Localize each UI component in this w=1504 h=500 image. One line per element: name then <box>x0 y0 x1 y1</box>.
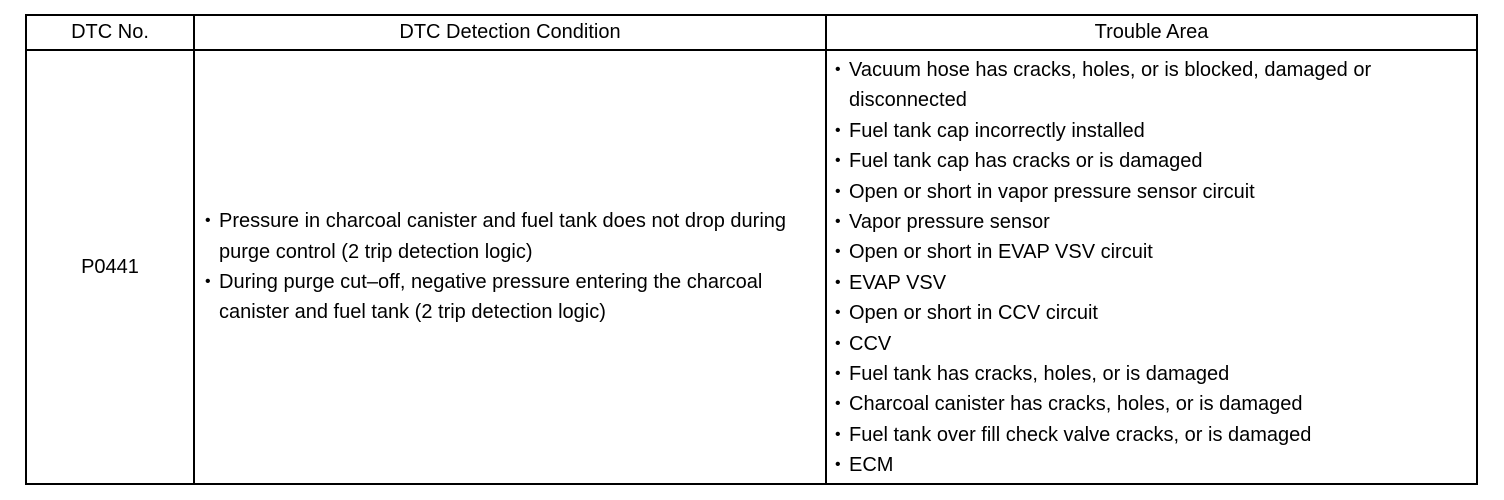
dtc-code-cell: P0441 <box>26 50 194 484</box>
table-row <box>26 50 1477 484</box>
header-detection-condition: DTC Detection Condition <box>194 15 826 50</box>
bullet-icon: • <box>835 334 841 352</box>
condition-text: Pressure in charcoal canister and fuel tank does not drop during purge control (2 trip detection logic) <box>219 210 787 263</box>
trouble-area-text: Open or short in CCV circuit <box>849 302 1098 325</box>
trouble-area-text: EVAP VSV <box>849 271 947 294</box>
list-item <box>835 359 1468 389</box>
header-trouble-area: Trouble Area <box>826 15 1477 50</box>
list-item <box>205 206 817 267</box>
list-item <box>205 267 817 328</box>
trouble-area-text: Open or short in vapor pressure sensor circuit <box>849 180 1255 203</box>
list-item <box>835 420 1468 450</box>
bullet-icon: • <box>835 152 841 170</box>
list-item <box>835 116 1468 146</box>
list-item <box>835 268 1468 298</box>
detection-condition-list <box>205 206 817 328</box>
list-item <box>835 450 1468 480</box>
trouble-area-list <box>835 55 1468 481</box>
bullet-icon: • <box>835 304 841 322</box>
list-item <box>835 177 1468 207</box>
trouble-area-text: Open or short in EVAP VSV circuit <box>849 241 1153 264</box>
condition-text: During purge cut–off, negative pressure entering the charcoal canister and fuel tank (2 trip detection logic) <box>219 271 763 324</box>
list-item <box>835 207 1468 237</box>
bullet-icon: • <box>835 213 841 231</box>
trouble-area-text: Fuel tank over fill check valve cracks, or is damaged <box>849 423 1312 446</box>
list-item <box>835 389 1468 419</box>
detection-condition-cell <box>194 50 826 484</box>
trouble-area-text: Fuel tank cap incorrectly installed <box>849 119 1145 142</box>
bullet-icon: • <box>835 243 841 261</box>
bullet-icon: • <box>835 121 841 139</box>
list-item <box>835 55 1468 116</box>
trouble-area-text: Fuel tank cap has cracks or is damaged <box>849 150 1203 173</box>
bullet-icon: • <box>835 425 841 443</box>
bullet-icon: • <box>205 212 211 230</box>
trouble-area-text: Charcoal canister has cracks, holes, or is damaged <box>849 393 1303 416</box>
trouble-area-text: Vapor pressure sensor <box>849 211 1050 234</box>
list-item <box>835 146 1468 176</box>
bullet-icon: • <box>835 395 841 413</box>
trouble-area-text: ECM <box>849 454 894 477</box>
trouble-area-cell <box>826 50 1477 484</box>
bullet-icon: • <box>835 182 841 200</box>
dtc-table <box>25 14 1478 485</box>
list-item <box>835 329 1468 359</box>
bullet-icon: • <box>835 61 841 78</box>
bullet-icon: • <box>835 456 841 474</box>
header-row <box>26 15 1477 50</box>
trouble-area-text: Vacuum hose has cracks, holes, or is blocked, damaged or disconnected <box>849 59 1372 112</box>
bullet-icon: • <box>835 273 841 291</box>
list-item <box>835 237 1468 267</box>
list-item <box>835 298 1468 328</box>
bullet-icon: • <box>835 365 841 383</box>
header-dtc-no: DTC No. <box>26 15 194 50</box>
trouble-area-text: Fuel tank has cracks, holes, or is damaged <box>849 363 1230 386</box>
bullet-icon: • <box>205 273 211 290</box>
trouble-area-text: CCV <box>849 332 892 355</box>
